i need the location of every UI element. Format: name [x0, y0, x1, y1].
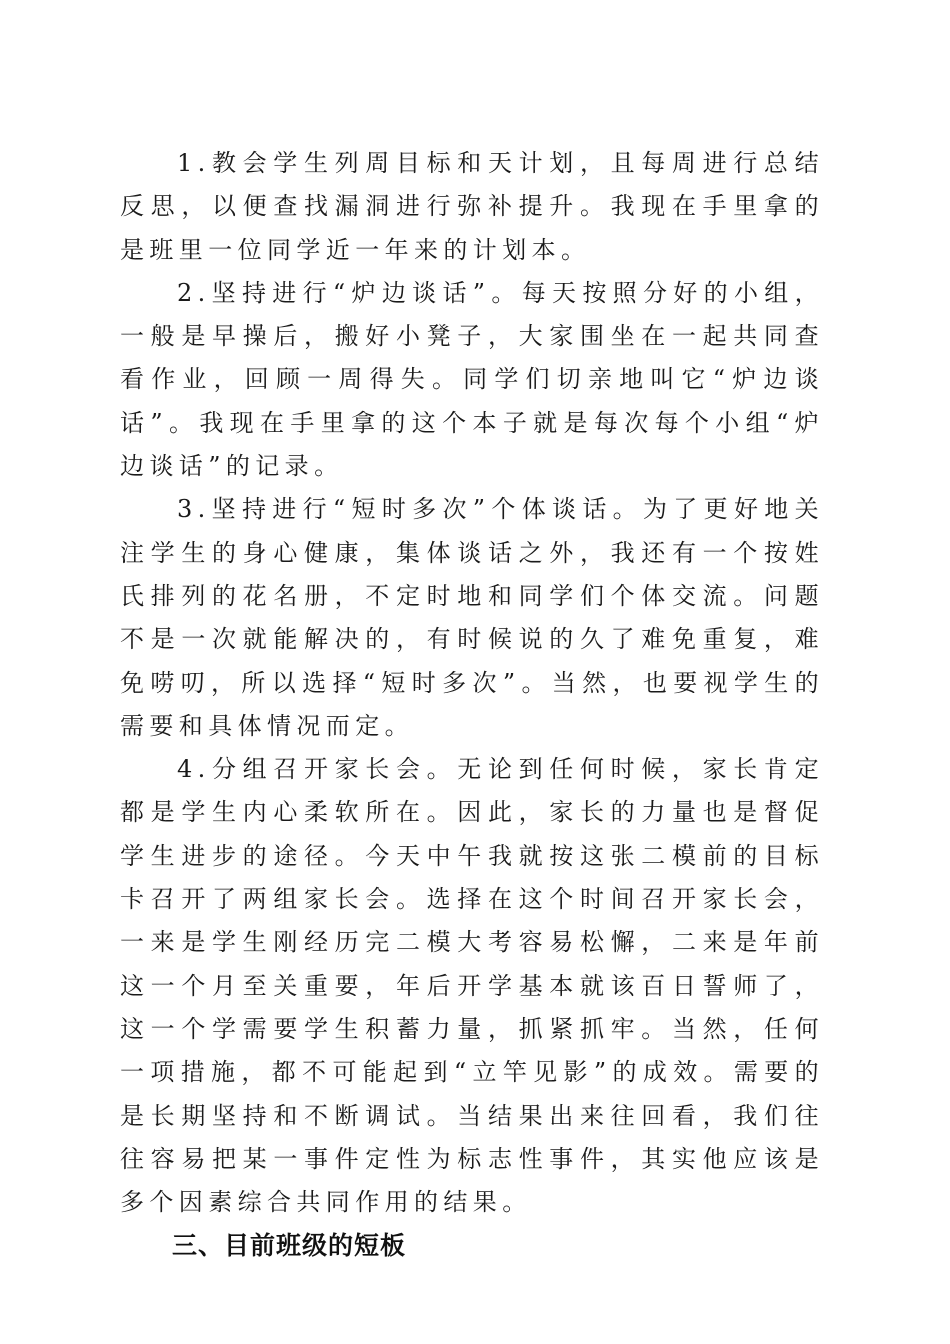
paragraph-item-4: 4.分组召开家长会。无论到任何时候，家长肯定都是学生内心柔软所在。因此，家长的力量也是督促学生进步的途径。今天中午我就按这张二模前的目标卡召开了两组家长会。选择在这个时间召开家长会，一来是学生刚经历完二模大考容易松懈，二来是年前这一个月至关重要，年后开学基本就该百日誓师了，这一个学需要学生积蓄力量，抓紧抓牢。当然，任何一项措施，都不可能起到“立竿见影”的成效。需要的是长期坚持和不断调试。当结果出来往回看，我们往往容易把某一事件定性为标志性事件，其实他应该是多个因素综合共同作用的结果。 — [120, 755, 824, 1217]
document-page — [120, 142, 824, 1268]
paragraph-item-1: 1.教会学生列周目标和天计划，且每周进行总结反思，以便查找漏洞进行弥补提升。我现在手里拿的是班里一位同学近一年来的计划本。 — [120, 149, 824, 264]
section-heading: 三、目前班级的短板 — [172, 1231, 407, 1261]
paragraph-item-3: 3.坚持进行“短时多次”个体谈话。为了更好地关注学生的身心健康，集体谈话之外，我还有一个按姓氏排列的花名册，不定时地和同学们个体交流。问题不是一次就能解决的，有时候说的久了难免重复，难免唠叨，所以选择“短时多次”。当然，也要视学生的需要和具体情况而定。 — [120, 495, 824, 740]
paragraph-item-2: 2.坚持进行“炉边谈话”。每天按照分好的小组，一般是早操后，搬好小凳子，大家围坐在一起共同查看作业，回顾一周得失。同学们切亲地叫它“炉边谈话”。我现在手里拿的这个本子就是每次每个小组“炉边谈话”的记录。 — [120, 278, 824, 481]
